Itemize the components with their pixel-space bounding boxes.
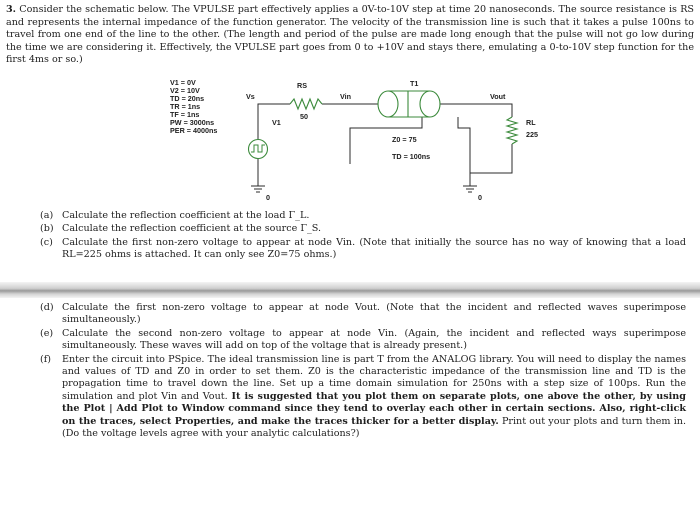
node-vin-label: Vin	[340, 92, 352, 101]
question-d: (d) Calculate the first non-zero voltage to appear at node Vout. (Note that the incident and reflected waves superimpose simultaneously.)	[40, 302, 686, 326]
param-per: PER = 4000ns	[170, 126, 218, 135]
ground-right-icon	[463, 186, 477, 192]
rs-label: RS	[297, 81, 307, 90]
param-tr: TR = 1ns	[170, 102, 201, 111]
tline-left-end	[378, 91, 398, 117]
question-b: (b) Calculate the reflection coefficient at the source Γ_S.	[40, 223, 322, 235]
question-e: (e) Calculate the second non-zero voltage to appear at node Vin. (Again, the incident and reflected ways superimpose simultaneously. These waves will add on top of the voltage that is already present.)	[40, 327, 686, 352]
rl-resistor	[507, 117, 517, 144]
problem-intro	[6, 4, 694, 67]
source-symbol	[249, 140, 268, 159]
wire-load-return	[470, 144, 512, 173]
rs-value: 50	[300, 112, 308, 121]
rl-label: RL	[526, 118, 536, 127]
questions-top	[40, 210, 686, 263]
tline-right-end	[420, 91, 440, 117]
ground-left-label: 0	[266, 193, 270, 202]
question-f: (f) Enter the circuit into PSpice. The ideal transmission line is part T from the ANALOG library. You will need to display the names and values of TD and Z0 in order to set them. Z0 is the characteristic impedance of the transmission line and TD is the propagation time to travel down the line. Set up a time domain simulation for 250ns with a step size of 100ps. Run the simulation and plot Vin and Vout. It is suggested that you plot them on separate plots, one above the other, by using the Plot | Add Plot to Window command since they tend to overlay each other in certain sections. Also, right-click on the traces, select Properties, and make the traces thicker for a better display. Print out your plots and turn them in. (Do the voltage levels agree with your analytic calculations?)	[40, 353, 686, 440]
tline-td: TD = 100ns	[392, 152, 431, 161]
ground-left-icon	[251, 186, 265, 192]
param-v2: V2 = 10V	[170, 86, 200, 95]
node-vout-label: Vout	[490, 92, 506, 101]
section-divider	[0, 282, 700, 298]
tline-z0: Z0 = 75	[392, 135, 417, 144]
source-params	[170, 78, 217, 135]
pulse-icon	[251, 145, 265, 152]
wire-vout	[440, 104, 512, 117]
node-vs-label: Vs	[246, 92, 255, 101]
circuit-schematic	[150, 76, 570, 210]
question-c: (c) Calculate the first non-zero voltage to appear at node Vin. (Note that initially the source has no way of knowing that a load RL=225 ohms is attached. It can only see Z0=75 ohms.)	[40, 236, 686, 261]
transmission-line	[378, 91, 440, 117]
problem-text: Consider the schematic below. The VPULSE part effectively applies a 0V-to-10V step at time 20 nanoseconds. The source resistance is RS and represents the internal impedance of the function generator. The velocity of the transmission line is such that it takes a pulse 100ns to travel from one end of the line to the other. (The length and period of the pulse are made long enough that the pulse will not go low during the time we are considering it. Effectively, the VPULSE part goes from 0 to +10V and stays there, emulating a 0-to-10V step function for the first 4ms or so.)	[6, 4, 694, 66]
questions-bottom	[40, 302, 686, 441]
source-name: V1	[272, 118, 281, 127]
param-v1: V1 = 0V	[170, 78, 196, 87]
param-tf: TF = 1ns	[170, 110, 200, 119]
ground-right-label: 0	[478, 193, 482, 202]
tline-name: T1	[410, 79, 419, 88]
question-a: (a) Calculate the reflection coefficient at the load Γ_L.	[40, 210, 310, 221]
rs-resistor	[290, 99, 322, 109]
param-pw: PW = 3000ns	[170, 118, 215, 127]
rl-value: 225	[526, 130, 538, 139]
param-td: TD = 20ns	[170, 94, 205, 103]
problem-number: 3.	[6, 4, 17, 15]
wire-tline-return	[458, 117, 470, 186]
